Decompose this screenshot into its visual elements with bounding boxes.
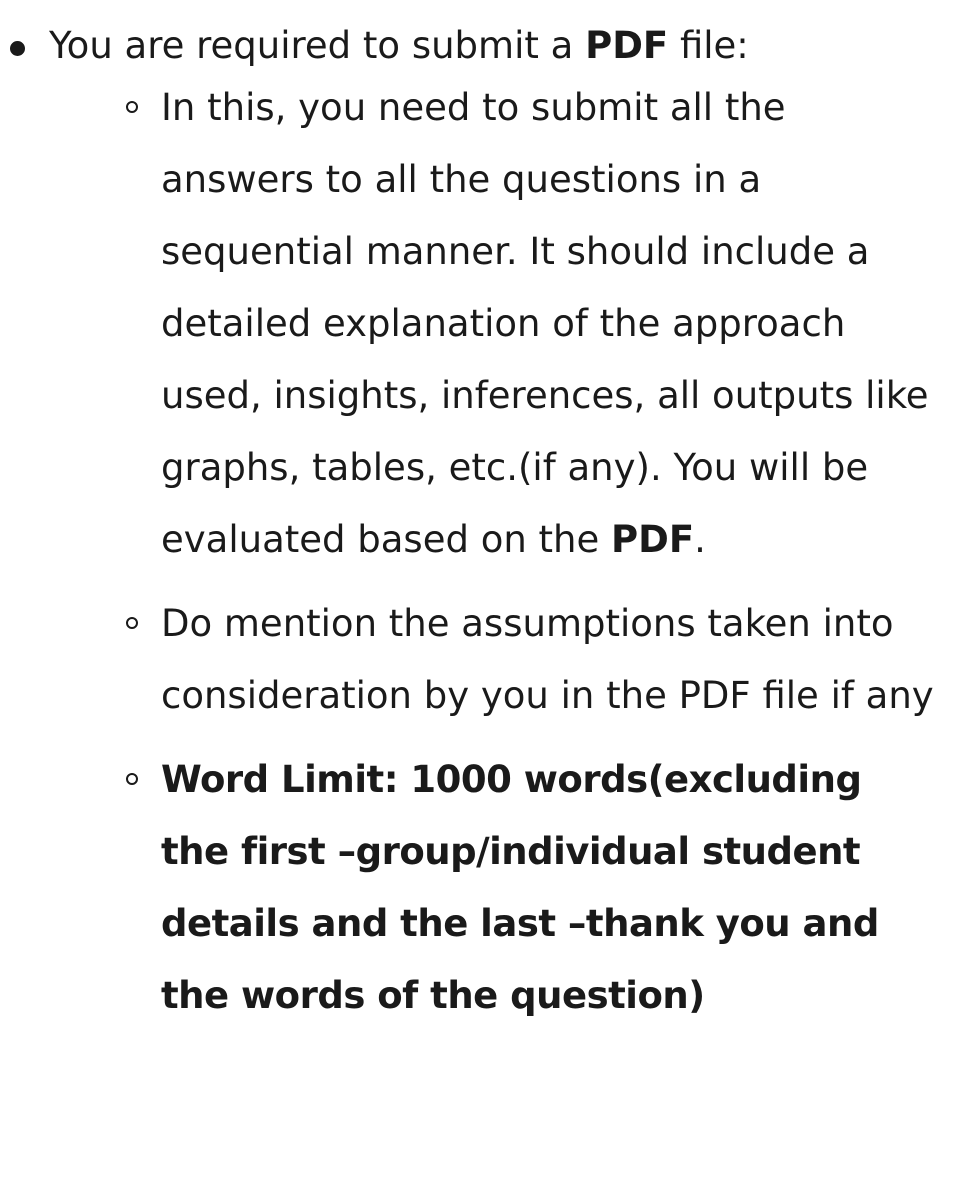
list-item-word-limit	[161, 744, 936, 1032]
item-text: In this, you need to submit all the answers to all the questions in a sequential manner. It should include a detailed explanation of the approach used, insights, inferences, all outputs like graphs, tables, etc.(if any). You will be evaluated based on the	[161, 86, 929, 561]
item-text: Do mention the assumptions taken into consideration by you in the PDF file if any	[161, 602, 934, 717]
hollow-bullet-icon	[126, 773, 138, 785]
list-item-assumptions	[161, 588, 936, 732]
item-text: You are required to submit a	[49, 24, 586, 67]
item-text: .	[694, 518, 706, 561]
item-text: file:	[668, 24, 749, 67]
item-bold-text: PDF	[611, 518, 695, 561]
filled-bullet-icon	[10, 41, 25, 56]
hollow-bullet-icon	[126, 101, 138, 113]
list-item-pdf-content	[161, 72, 936, 576]
inner-bullet-list	[161, 72, 936, 1032]
hollow-bullet-icon	[126, 617, 138, 629]
item-bold-text: PDF	[585, 24, 669, 67]
item-bold-text: Word Limit: 1000 words(excluding the first –group/individual student details and the last –thank you and the words of the question)	[161, 758, 879, 1017]
